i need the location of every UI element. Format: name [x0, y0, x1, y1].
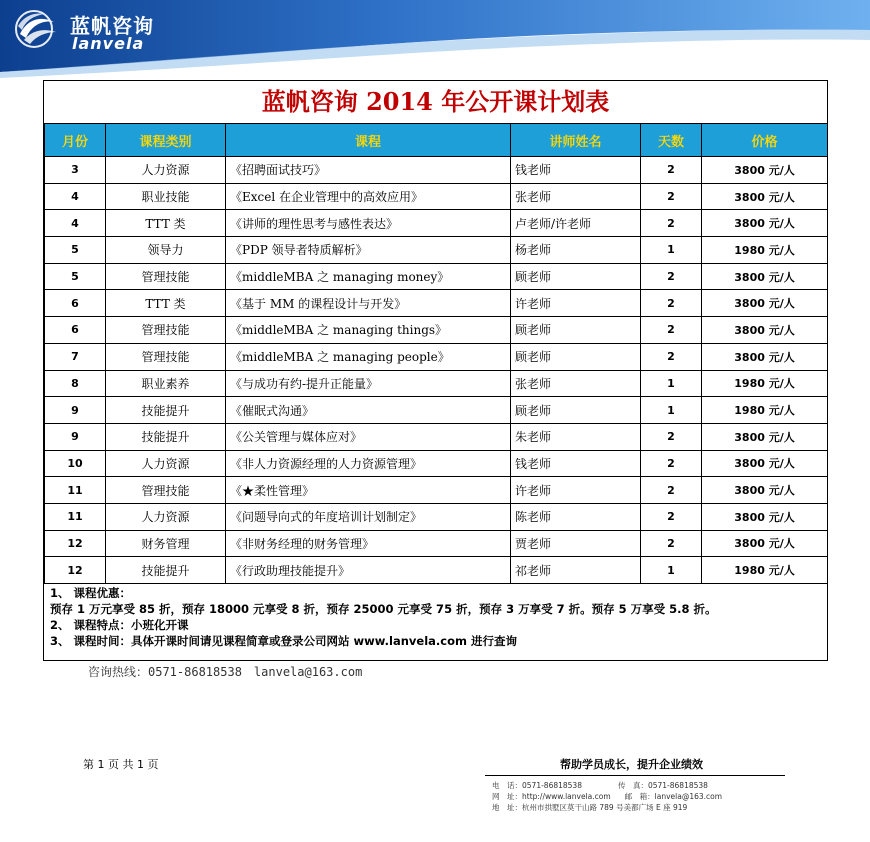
web-label: 网 址： — [492, 792, 522, 801]
page-number: 第 1 页 共 1 页 — [83, 758, 159, 771]
header-days: 天数 — [641, 124, 702, 157]
course-table — [44, 123, 828, 584]
cell-price: 3800 元/人 — [702, 477, 828, 504]
cell-price: 1980 元/人 — [702, 370, 828, 397]
phone-label: 电 话： — [492, 781, 522, 790]
logo-english: lanvela — [72, 34, 145, 53]
footer-slogan: 帮助学员成长，提升企业绩效 — [560, 758, 703, 771]
table-row — [45, 503, 828, 530]
cell-course: 《Excel 在企业管理中的高效应用》 — [226, 183, 511, 210]
cell-teacher: 钱老师 — [511, 450, 641, 477]
table-row — [45, 237, 828, 264]
cell-teacher: 张老师 — [511, 183, 641, 210]
cell-price: 1980 元/人 — [702, 557, 828, 584]
email-label: 邮 箱： — [624, 792, 655, 801]
cell-category: 人力资源 — [106, 450, 226, 477]
cell-price: 1980 元/人 — [702, 237, 828, 264]
cell-category: TTT 类 — [106, 290, 226, 317]
cell-teacher: 张老师 — [511, 370, 641, 397]
cell-days: 2 — [641, 263, 702, 290]
table-row — [45, 557, 828, 584]
cell-month: 4 — [45, 183, 106, 210]
cell-days: 2 — [641, 530, 702, 557]
table-row — [45, 397, 828, 424]
table-row — [45, 370, 828, 397]
header-teacher: 讲师姓名 — [511, 124, 641, 157]
cell-teacher: 朱老师 — [511, 423, 641, 450]
cell-month: 12 — [45, 530, 106, 557]
cell-price: 3800 元/人 — [702, 450, 828, 477]
contact-line-1 — [492, 780, 722, 791]
table-row — [45, 210, 828, 237]
cell-course: 《middleMBA 之 managing things》 — [226, 317, 511, 344]
cell-month: 3 — [45, 157, 106, 184]
cell-category: 管理技能 — [106, 343, 226, 370]
cell-course: 《与成功有约-提升正能量》 — [226, 370, 511, 397]
notes-section — [50, 585, 825, 649]
cell-month: 6 — [45, 290, 106, 317]
header-category: 课程类别 — [106, 124, 226, 157]
cell-price: 3800 元/人 — [702, 157, 828, 184]
note-discount-body: 预存 1 万元享受 85 折，预存 18000 元享受 8 折，预存 25000 元享受 75 折，预存 3 万享受 7 折。预存 5 万享受 5.8 折。 — [50, 602, 717, 616]
contact-line-3 — [492, 802, 722, 813]
cell-teacher: 顾老师 — [511, 397, 641, 424]
cell-month: 7 — [45, 343, 106, 370]
cell-month: 4 — [45, 210, 106, 237]
cell-category: 管理技能 — [106, 317, 226, 344]
cell-days: 1 — [641, 397, 702, 424]
cell-course: 《招聘面试技巧》 — [226, 157, 511, 184]
cell-price: 3800 元/人 — [702, 343, 828, 370]
cell-month: 12 — [45, 557, 106, 584]
cell-price: 3800 元/人 — [702, 317, 828, 344]
cell-month: 11 — [45, 477, 106, 504]
fax-label: 传 真： — [617, 781, 648, 790]
cell-course: 《公关管理与媒体应对》 — [226, 423, 511, 450]
note-discount-title: 1、 课程优惠： — [50, 586, 132, 600]
table-row — [45, 317, 828, 344]
cell-category: 技能提升 — [106, 397, 226, 424]
logo-chinese: 蓝帆咨询 — [70, 14, 154, 38]
cell-month: 5 — [45, 263, 106, 290]
cell-price: 3800 元/人 — [702, 183, 828, 210]
cell-category: 人力资源 — [106, 157, 226, 184]
cell-month: 10 — [45, 450, 106, 477]
cell-month: 9 — [45, 423, 106, 450]
cell-month: 5 — [45, 237, 106, 264]
cell-teacher: 祁老师 — [511, 557, 641, 584]
header-banner — [0, 0, 870, 78]
cell-price: 3800 元/人 — [702, 263, 828, 290]
cell-price: 3800 元/人 — [702, 210, 828, 237]
cell-month: 11 — [45, 503, 106, 530]
cell-category: 财务管理 — [106, 530, 226, 557]
cell-days: 2 — [641, 210, 702, 237]
cell-price: 3800 元/人 — [702, 503, 828, 530]
cell-days: 2 — [641, 183, 702, 210]
page-title: 蓝帆咨询 2014 年公开课计划表 — [261, 87, 610, 116]
cell-course: 《问题导向式的年度培训计划制定》 — [226, 503, 511, 530]
cell-category: 管理技能 — [106, 477, 226, 504]
table-header-row — [45, 124, 828, 157]
cell-teacher: 许老师 — [511, 290, 641, 317]
cell-course: 《基于 MM 的课程设计与开发》 — [226, 290, 511, 317]
web-value: http://www.lanvela.com — [522, 792, 611, 801]
note-features: 2、 课程特点：小班化开课 — [50, 618, 189, 632]
hotline: 咨询热线：0571-86818538 lanvela@163.com — [88, 665, 363, 679]
cell-course: 《非人力资源经理的人力资源管理》 — [226, 450, 511, 477]
cell-teacher: 钱老师 — [511, 157, 641, 184]
cell-month: 8 — [45, 370, 106, 397]
cell-category: 技能提升 — [106, 423, 226, 450]
table-row — [45, 477, 828, 504]
cell-teacher: 陈老师 — [511, 503, 641, 530]
email-value: lanvela@163.com — [654, 792, 723, 801]
cell-days: 2 — [641, 423, 702, 450]
footer-contact — [492, 780, 722, 813]
cell-course: 《非财务经理的财务管理》 — [226, 530, 511, 557]
cell-course: 《middleMBA 之 managing money》 — [226, 263, 511, 290]
cell-price: 1980 元/人 — [702, 397, 828, 424]
table-body — [45, 157, 828, 584]
cell-category: 职业素养 — [106, 370, 226, 397]
cell-teacher: 杨老师 — [511, 237, 641, 264]
table-row — [45, 423, 828, 450]
cell-category: 领导力 — [106, 237, 226, 264]
table-row — [45, 183, 828, 210]
cell-teacher: 顾老师 — [511, 317, 641, 344]
cell-course: 《讲师的理性思考与感性表达》 — [226, 210, 511, 237]
cell-days: 1 — [641, 237, 702, 264]
cell-days: 2 — [641, 450, 702, 477]
table-row — [45, 157, 828, 184]
table-row — [45, 343, 828, 370]
cell-price: 3800 元/人 — [702, 423, 828, 450]
cell-course: 《PDP 领导者特质解析》 — [226, 237, 511, 264]
table-row — [45, 530, 828, 557]
footer-divider — [485, 775, 785, 776]
cell-days: 2 — [641, 477, 702, 504]
cell-course: 《行政助理技能提升》 — [226, 557, 511, 584]
cell-days: 1 — [641, 557, 702, 584]
fax-value: 0571-86818538 — [647, 781, 708, 790]
logo-icon — [10, 8, 62, 50]
header-course: 课程 — [226, 124, 511, 157]
cell-teacher: 顾老师 — [511, 343, 641, 370]
table-row — [45, 290, 828, 317]
table-row — [45, 450, 828, 477]
header-price: 价格 — [702, 124, 828, 157]
contact-line-2 — [492, 791, 722, 802]
cell-teacher: 顾老师 — [511, 263, 641, 290]
addr-value: 杭州市拱墅区莫干山路 789 号美都广场 E 座 919 — [522, 803, 688, 812]
cell-days: 2 — [641, 290, 702, 317]
cell-category: TTT 类 — [106, 210, 226, 237]
cell-category: 技能提升 — [106, 557, 226, 584]
addr-label: 地 址： — [492, 803, 522, 812]
cell-price: 3800 元/人 — [702, 530, 828, 557]
cell-category: 人力资源 — [106, 503, 226, 530]
cell-days: 2 — [641, 343, 702, 370]
cell-price: 3800 元/人 — [702, 290, 828, 317]
cell-category: 职业技能 — [106, 183, 226, 210]
cell-days: 1 — [641, 370, 702, 397]
cell-month: 6 — [45, 317, 106, 344]
cell-course: 《催眠式沟通》 — [226, 397, 511, 424]
phone-value: 0571-86818538 — [522, 781, 582, 790]
cell-days: 2 — [641, 157, 702, 184]
cell-teacher: 贾老师 — [511, 530, 641, 557]
cell-category: 管理技能 — [106, 263, 226, 290]
cell-month: 9 — [45, 397, 106, 424]
schedule-document — [43, 80, 828, 661]
cell-course: 《middleMBA 之 managing people》 — [226, 343, 511, 370]
table-row — [45, 263, 828, 290]
cell-days: 2 — [641, 503, 702, 530]
header-month: 月份 — [45, 124, 106, 157]
note-schedule: 3、 课程时间：具体开课时间请见课程简章或登录公司网站 www.lanvela.com 进行查询 — [50, 634, 517, 648]
cell-teacher: 卢老师/许老师 — [511, 210, 641, 237]
cell-teacher: 许老师 — [511, 477, 641, 504]
cell-days: 2 — [641, 317, 702, 344]
cell-course: 《★柔性管理》 — [226, 477, 511, 504]
